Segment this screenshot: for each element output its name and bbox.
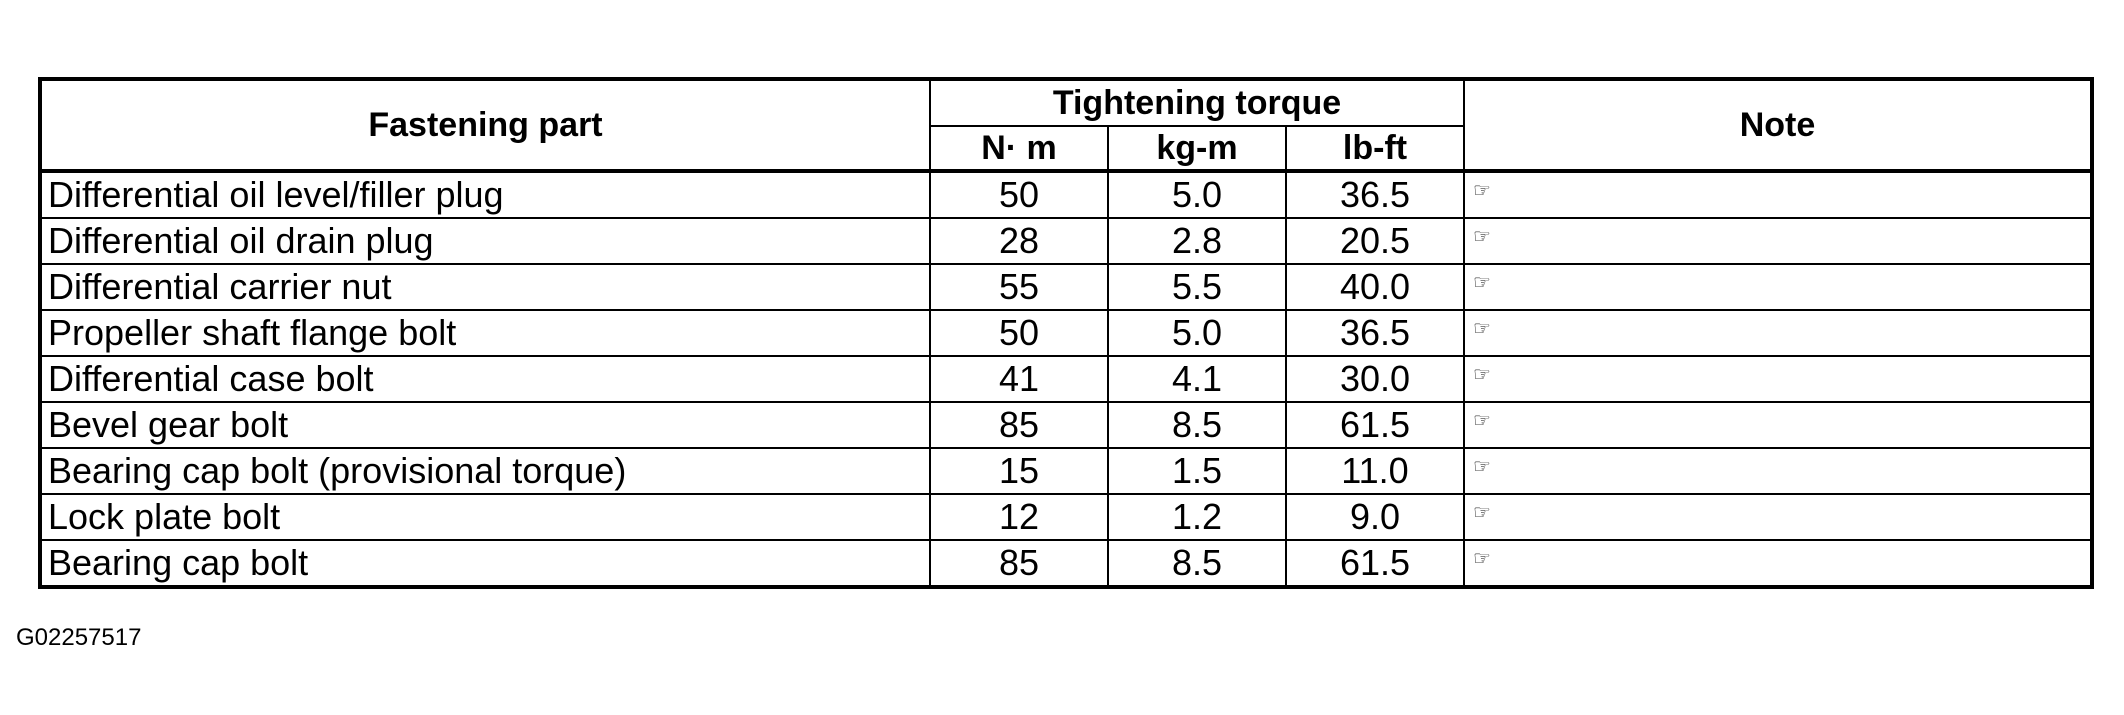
note-cell: [1464, 402, 2092, 448]
header-unit-lbft: lb-ft: [1286, 126, 1464, 171]
torque-kgm-cell: 2.8: [1108, 218, 1286, 264]
torque-kgm-cell: 5.5: [1108, 264, 1286, 310]
torque-nm-cell: 85: [930, 402, 1108, 448]
table-row: [40, 310, 2092, 356]
note-cell: [1464, 494, 2092, 540]
note-cell: [1464, 356, 2092, 402]
pointing-hand-icon: ☞: [1473, 410, 1491, 433]
note-cell: [1464, 171, 2092, 218]
pointing-hand-icon: ☞: [1473, 226, 1491, 249]
header-fastening-part: Fastening part: [40, 79, 930, 171]
pointing-hand-icon: ☞: [1473, 502, 1491, 525]
fastening-part-cell: Bearing cap bolt (provisional torque): [40, 448, 930, 494]
torque-nm-cell: 28: [930, 218, 1108, 264]
header-note: Note: [1464, 79, 2092, 171]
torque-nm-cell: 12: [930, 494, 1108, 540]
torque-lbft-cell: 11.0: [1286, 448, 1464, 494]
torque-kgm-cell: 5.0: [1108, 310, 1286, 356]
fastening-part-cell: Differential carrier nut: [40, 264, 930, 310]
torque-nm-cell: 15: [930, 448, 1108, 494]
torque-lbft-cell: 9.0: [1286, 494, 1464, 540]
table-row: [40, 264, 2092, 310]
torque-nm-cell: 50: [930, 310, 1108, 356]
header-tightening-torque: Tightening torque: [930, 79, 1464, 126]
fastening-part-cell: Bearing cap bolt: [40, 540, 930, 587]
torque-specification-table: [38, 77, 2094, 589]
torque-lbft-cell: 20.5: [1286, 218, 1464, 264]
table-row: [40, 218, 2092, 264]
torque-lbft-cell: 40.0: [1286, 264, 1464, 310]
torque-kgm-cell: 8.5: [1108, 402, 1286, 448]
torque-kgm-cell: 5.0: [1108, 171, 1286, 218]
torque-nm-cell: 55: [930, 264, 1108, 310]
torque-nm-cell: 85: [930, 540, 1108, 587]
table-row: [40, 540, 2092, 587]
fastening-part-cell: Lock plate bolt: [40, 494, 930, 540]
pointing-hand-icon: ☞: [1473, 318, 1491, 341]
pointing-hand-icon: ☞: [1473, 272, 1491, 295]
torque-lbft-cell: 36.5: [1286, 171, 1464, 218]
table-row: [40, 494, 2092, 540]
note-cell: [1464, 540, 2092, 587]
torque-nm-cell: 41: [930, 356, 1108, 402]
table-row: [40, 402, 2092, 448]
pointing-hand-icon: ☞: [1473, 456, 1491, 479]
note-cell: [1464, 264, 2092, 310]
torque-nm-cell: 50: [930, 171, 1108, 218]
note-cell: [1464, 448, 2092, 494]
pointing-hand-icon: ☞: [1473, 180, 1491, 203]
torque-kgm-cell: 1.2: [1108, 494, 1286, 540]
torque-lbft-cell: 36.5: [1286, 310, 1464, 356]
fastening-part-cell: Bevel gear bolt: [40, 402, 930, 448]
fastening-part-cell: Differential oil drain plug: [40, 218, 930, 264]
table-row: [40, 356, 2092, 402]
table-row: [40, 171, 2092, 218]
note-cell: [1464, 218, 2092, 264]
torque-kgm-cell: 1.5: [1108, 448, 1286, 494]
header-unit-nm: N· m: [930, 126, 1108, 171]
table-row: [40, 448, 2092, 494]
header-unit-kgm: kg-m: [1108, 126, 1286, 171]
pointing-hand-icon: ☞: [1473, 364, 1491, 387]
note-cell: [1464, 310, 2092, 356]
torque-kgm-cell: 8.5: [1108, 540, 1286, 587]
torque-lbft-cell: 61.5: [1286, 540, 1464, 587]
pointing-hand-icon: ☞: [1473, 548, 1491, 571]
torque-kgm-cell: 4.1: [1108, 356, 1286, 402]
fastening-part-cell: Differential oil level/filler plug: [40, 171, 930, 218]
fastening-part-cell: Differential case bolt: [40, 356, 930, 402]
figure-code: G02257517: [16, 624, 142, 651]
fastening-part-cell: Propeller shaft flange bolt: [40, 310, 930, 356]
torque-lbft-cell: 30.0: [1286, 356, 1464, 402]
torque-lbft-cell: 61.5: [1286, 402, 1464, 448]
